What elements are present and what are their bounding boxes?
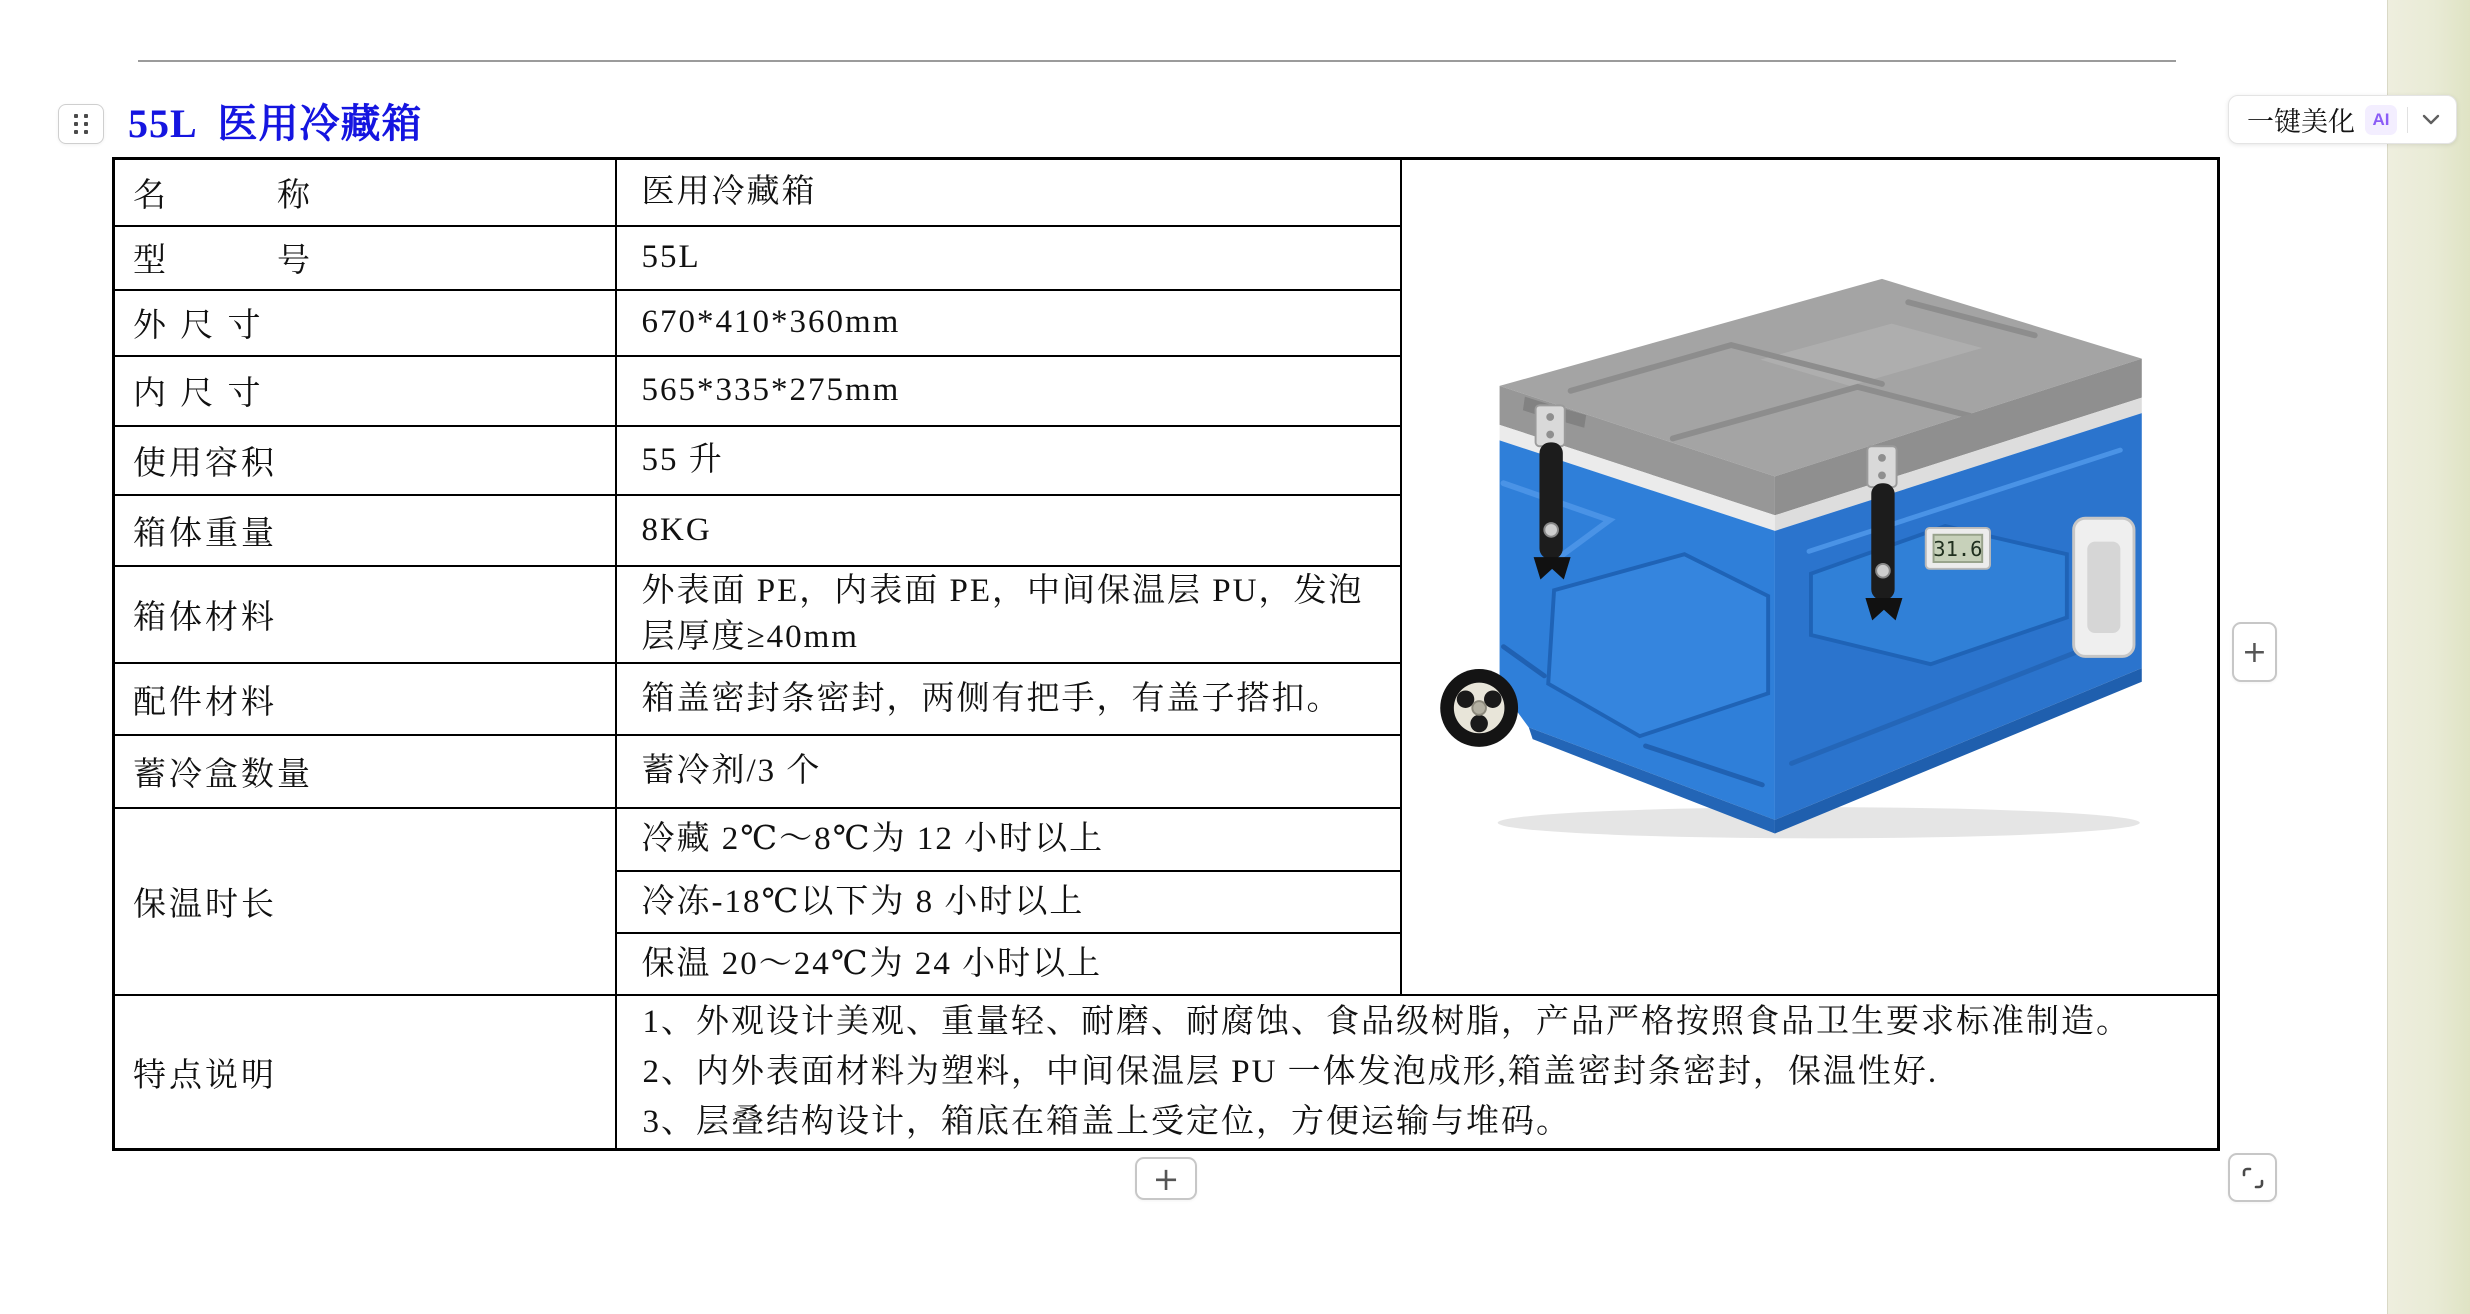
spec-value[interactable]: 55L <box>616 226 1401 290</box>
spec-value[interactable]: 8KG <box>616 495 1401 566</box>
page-edge-strip <box>2387 0 2470 1314</box>
spec-value[interactable]: 箱盖密封条密封，两侧有把手，有盖子搭扣。 <box>616 663 1401 735</box>
ai-badge: AI <box>2365 105 2397 135</box>
spec-value[interactable]: 蓄冷剂/3 个 <box>616 735 1401 808</box>
feature-line: 3、层叠结构设计，箱底在箱盖上受定位，方便运输与堆码。 <box>642 1104 1571 1141</box>
spec-label[interactable]: 蓄冷盒数量 <box>114 735 616 808</box>
product-image[interactable] <box>1402 160 2218 851</box>
spec-label[interactable]: 配件材料 <box>114 663 616 735</box>
product-image-cell[interactable] <box>1401 159 2219 996</box>
beautify-dropdown-button[interactable] <box>2418 102 2444 138</box>
table-row <box>114 995 2219 1150</box>
expand-icon <box>2240 1165 2266 1191</box>
product-spec-table[interactable] <box>112 157 2220 1151</box>
chevron-down-icon <box>2422 114 2440 126</box>
expand-table-button[interactable] <box>2228 1153 2277 1202</box>
insulation-value[interactable]: 保温 20～24℃为 24 小时以上 <box>616 933 1401 995</box>
feature-line: 1、外观设计美观、重量轻、耐磨、耐腐蚀、食品级树脂，产品严格按照食品卫生要求标准制造。 <box>642 1004 2131 1041</box>
drag-dots-icon <box>74 114 88 134</box>
spec-value[interactable]: 565*335*275mm <box>616 356 1401 426</box>
spec-label[interactable]: 型 号 <box>114 226 616 290</box>
button-divider <box>2407 107 2408 133</box>
spec-value[interactable]: 670*410*360mm <box>616 290 1401 356</box>
table-row <box>114 159 2219 226</box>
add-row-button[interactable] <box>1135 1157 1197 1200</box>
block-drag-handle[interactable] <box>58 104 104 144</box>
insulation-value[interactable]: 冷藏 2℃～8℃为 12 小时以上 <box>616 808 1401 871</box>
plus-icon: + <box>1152 1159 1180 1198</box>
spec-label-features[interactable]: 特点说明 <box>114 995 616 1150</box>
spec-label[interactable]: 内 尺 寸 <box>114 356 616 426</box>
spec-label[interactable]: 名 称 <box>114 159 616 226</box>
spec-label[interactable]: 使用容积 <box>114 426 616 495</box>
spec-label[interactable]: 箱体材料 <box>114 566 616 664</box>
add-column-button[interactable] <box>2232 622 2277 682</box>
spec-label[interactable]: 外 尺 寸 <box>114 290 616 356</box>
spec-label[interactable]: 箱体重量 <box>114 495 616 566</box>
beautify-button[interactable] <box>2228 95 2457 144</box>
spec-label-insulation[interactable]: 保温时长 <box>114 808 616 995</box>
insulation-value[interactable]: 冷冻-18℃以下为 8 小时以上 <box>616 871 1401 933</box>
beautify-label: 一键美化 <box>2247 107 2355 137</box>
lcd-temperature-value: 31.6 <box>1933 537 1983 562</box>
features-cell[interactable] <box>616 995 2219 1150</box>
section-divider-line <box>138 60 2176 62</box>
plus-icon: + <box>2241 634 2268 670</box>
spec-value[interactable]: 55 升 <box>616 426 1401 495</box>
cooler-box-image <box>1439 238 2179 851</box>
feature-line: 2、内外表面材料为塑料，中间保温层 PU 一体发泡成形,箱盖密封条密封，保温性好. <box>642 1054 1939 1091</box>
spec-value[interactable]: 医用冷藏箱 <box>616 159 1401 226</box>
spec-value[interactable]: 外表面 PE，内表面 PE，中间保温层 PU，发泡层厚度≥40mm <box>616 566 1401 664</box>
page-title[interactable]: 55L 医用冷藏箱 <box>128 101 423 146</box>
